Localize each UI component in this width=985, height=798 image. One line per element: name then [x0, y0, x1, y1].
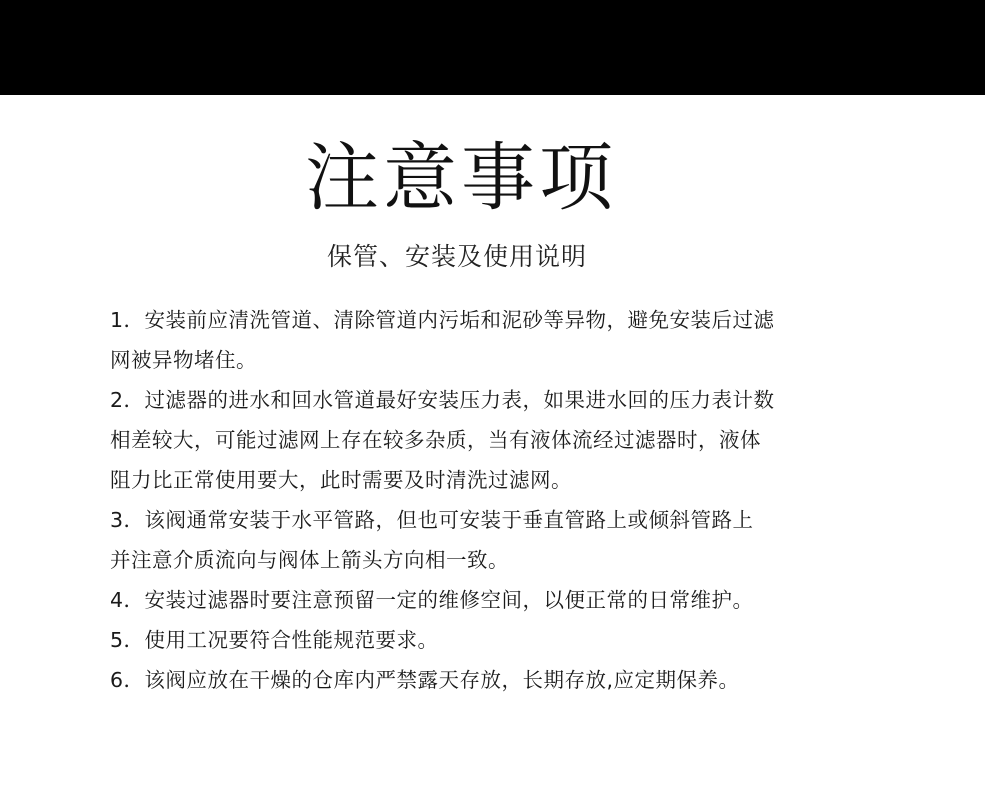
page-title: 注意事项	[305, 135, 617, 221]
note-item-4	[110, 580, 880, 620]
note-line: 阻力比正常使用要大，此时需要及时清洗过滤网。	[110, 468, 572, 492]
note-line: 并注意介质流向与阀体上箭头方向相一致。	[110, 548, 509, 572]
note-line: 2．过滤器的进水和回水管道最好安装压力表，如果进水回的压力表计数	[110, 388, 775, 412]
notes-list	[110, 300, 880, 700]
top-black-bar	[0, 0, 985, 95]
page-subtitle: 保管、安装及使用说明	[326, 242, 587, 271]
note-line: 5．使用工况要符合性能规范要求。	[110, 628, 439, 652]
note-item-3	[110, 500, 880, 580]
note-line: 4．安装过滤器时要注意预留一定的维修空间，以便正常的日常维护。	[110, 588, 754, 612]
note-line: 1．安装前应清洗管道、清除管道内污垢和泥砂等异物，避免安装后过滤	[110, 308, 775, 332]
note-line: 相差较大，可能过滤网上存在较多杂质，当有液体流经过滤器时，液体	[110, 428, 761, 452]
note-item-1	[110, 300, 880, 380]
note-item-2	[110, 380, 880, 500]
note-line: 网被异物堵住。	[110, 348, 257, 372]
note-item-5	[110, 620, 880, 660]
note-line: 3．该阀通常安装于水平管路，但也可安装于垂直管路上或倾斜管路上	[110, 508, 754, 532]
note-item-6	[110, 660, 880, 700]
note-line: 6．该阀应放在干燥的仓库内严禁露天存放，长期存放,应定期保养。	[110, 668, 740, 692]
